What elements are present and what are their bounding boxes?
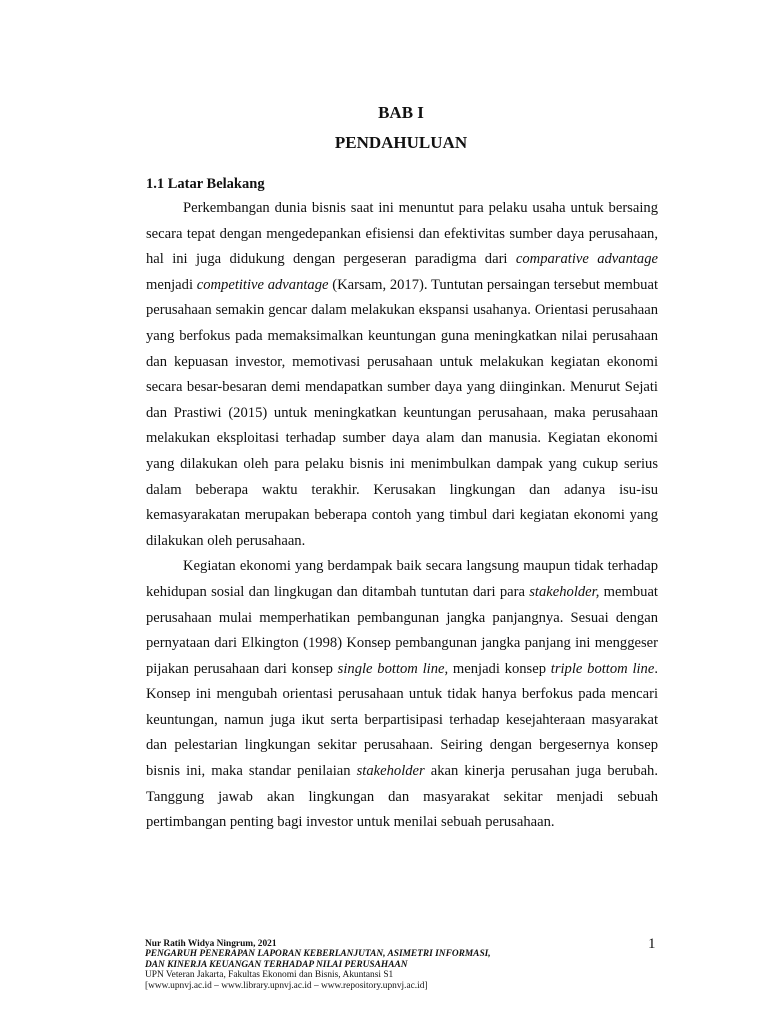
italic-term: triple bottom line: [550, 660, 655, 677]
section-title: 1.1 Latar Belakang: [146, 176, 265, 192]
chapter-number: BAB I: [378, 103, 424, 122]
text-run: . Konsep ini mengubah orientasi perusahaan untuk tidak hanya berfokus pada mencari keuntungan, namun juga ikut serta berpartisipasi terhadap kesejahteraan masyarakat dan pelestarian lingkungan sekitar perusahaan. Seiring dengan bergesernya konsep bisnis ini, maka standar penilaian: [146, 660, 658, 780]
italic-term: single bottom line,: [337, 660, 449, 677]
footer-title-line-2: DAN KINERJA KEUANGAN TERHADAP NILAI PERUSAHAAN: [145, 959, 408, 970]
text-run: membuat perusahaan mulai memperhatikan pembangunan jangka panjangnya. Sesuai dengan pernyataan dari Elkington (1998) Konsep pembangunan jangka panjang ini menggeser pijakan perusahaan dari konsep: [146, 583, 658, 677]
body-text: [146, 196, 658, 836]
paragraph-2: [146, 554, 658, 836]
page-footer: [145, 939, 661, 991]
footer-links: [www.upnvj.ac.id – www.library.upnvj.ac.id – www.repository.upnvj.ac.id]: [145, 980, 428, 991]
italic-term: competitive advantage: [196, 276, 329, 293]
italic-term: stakeholder: [356, 763, 425, 780]
italic-term: stakeholder,: [529, 583, 600, 600]
text-run: Kegiatan ekonomi yang berdampak baik secara langsung maupun tidak terhadap kehidupan sosial dan lingkugan dan ditambah tuntutan dari para: [146, 558, 658, 600]
text-run: (Karsam, 2017). Tuntutan persaingan tersebut membuat perusahaan semakin gencar dalam melakukan ekspansi usahanya. Orientasi perusahaan yang berfokus pada memaksimalkan keuntungan guna meningkatkan nilai perusahaan dan kepuasan investor, memotivasi perusahaan untuk melakukan kegiatan ekonomi secara besar-besaran demi mendapatkan sumber daya yang diinginkan. Menurut Sejati dan Prastiwi (2015) untuk meningkatkan keuntungan perusahaan, maka perusahaan melakukan eksploitasi terhadap sumber daya alam dan manusia. Kegiatan ekonomi yang dilakukan oleh para pelaku bisnis ini menimbulkan dampak yang cukup serius dalam beberapa waktu terakhir. Kerusakan lingkungan dan adanya isu-isu kemasyarakatan merupakan beberapa contoh yang timbul dari kegiatan ekonomi yang dilakukan oleh perusahaan.: [146, 276, 658, 549]
text-run: menjadi: [146, 276, 197, 293]
italic-term: comparative advantage: [515, 251, 658, 268]
page-number: 1: [648, 936, 656, 952]
text-run: Perkembangan dunia bisnis saat ini menuntut para pelaku usaha untuk bersaing secara tepat dengan mengedepankan efisiensi dan efektivitas sumber daya perusahaan, hal ini juga didukung dengan pergeseran paradigma dari: [146, 200, 658, 268]
footer-title-line-1: PENGARUH PENERAPAN LAPORAN KEBERLANJUTAN, ASIMETRI INFORMASI,: [145, 949, 491, 960]
text-run: menjadi konsep: [448, 660, 551, 677]
paragraph-1: [146, 196, 658, 554]
text-run: akan kinerja perusahan juga berubah. Tanggung jawab akan lingkungan dan masyarakat sekitar menjadi sebuah pertimbangan penting bagi investor untuk menilai sebuah perusahaan.: [146, 763, 658, 831]
chapter-title: PENDAHULUAN: [334, 133, 468, 152]
footer-institution: UPN Veteran Jakarta, Fakultas Ekonomi dan Bisnis, Akuntansi S1: [145, 970, 394, 981]
footer-author: Nur Ratih Widya Ningrum, 2021: [145, 939, 277, 949]
